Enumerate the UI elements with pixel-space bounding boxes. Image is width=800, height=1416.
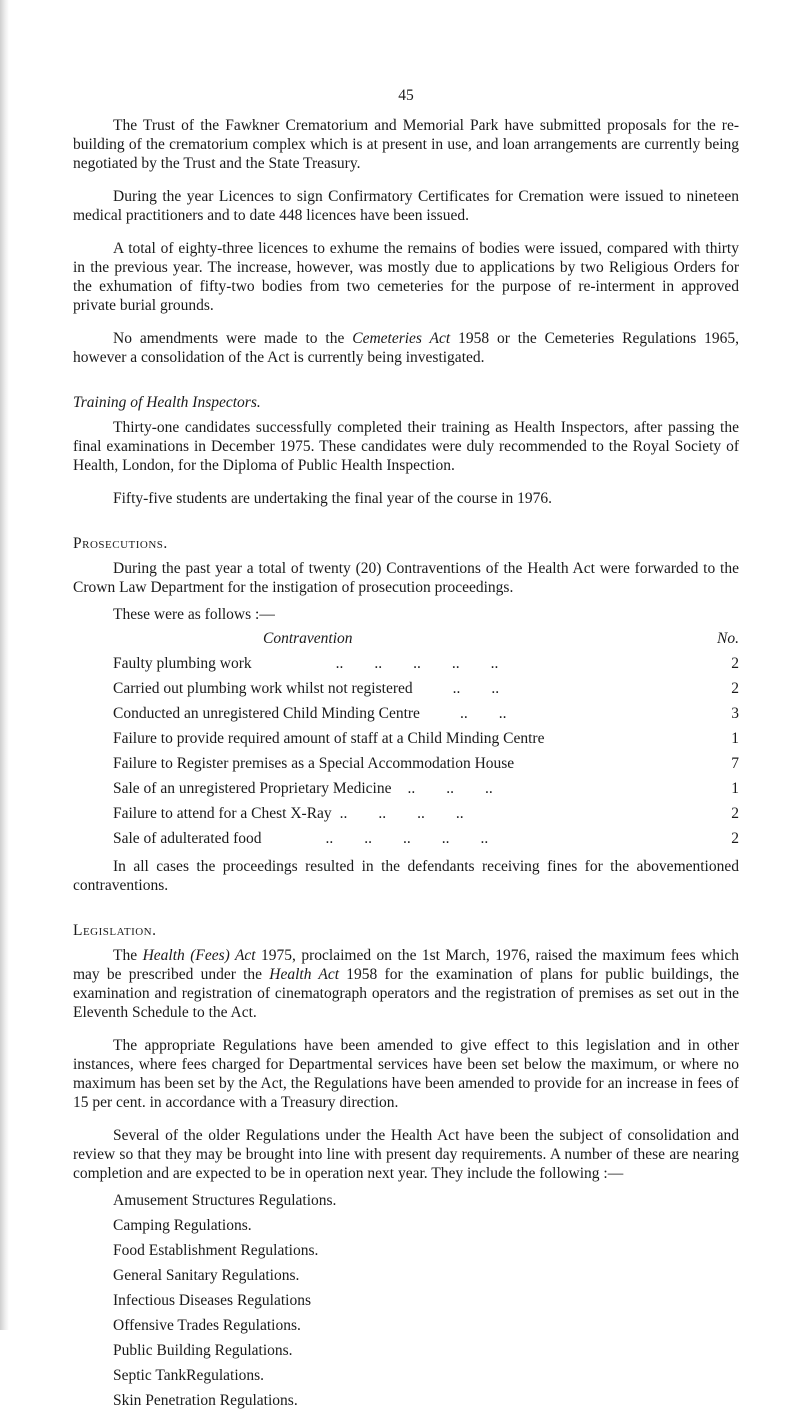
row-count: 3 — [731, 705, 739, 722]
scan-edge-shadow — [0, 0, 9, 1330]
table-header — [113, 629, 739, 654]
leader-dots: .. .. .. .. — [339, 805, 464, 822]
text-span: 1975, proclaimed on the 1st March, 1976, raised the maximum fees which may be prescribed under the — [73, 947, 739, 983]
leader-dots: .. .. — [459, 705, 507, 722]
row-count: 2 — [731, 680, 739, 697]
list-item: Skin Penetration Regulations. — [113, 1392, 298, 1409]
follows-line: These were as follows :— — [113, 606, 275, 623]
list-item: Amusement Structures Regulations. — [113, 1192, 337, 1209]
list-item: General Sanitary Regulations. — [113, 1267, 300, 1284]
row-label: Failure to Register premises as a Special Accommodation House — [113, 755, 515, 772]
list-item: Offensive Trades Regulations. — [113, 1317, 301, 1334]
table-row — [113, 829, 739, 854]
paragraph-cemeteries-act — [73, 329, 739, 367]
table-row — [113, 679, 739, 704]
heading-legislation: Legislation. — [73, 922, 157, 939]
text-span: No amendments were made to the — [113, 330, 353, 347]
paragraph-cremation-licences: During the year Licences to sign Confirmatory Certificates for Cremation were issued to nineteen medical practitioners and to date 448 licences have been issued. — [73, 188, 739, 224]
row-label: Faulty plumbing work — [113, 655, 252, 672]
row-count: 2 — [731, 655, 739, 672]
heading-training: Training of Health Inspectors. — [73, 394, 261, 411]
table-row — [113, 654, 739, 679]
act-title: Cemeteries Act — [352, 330, 451, 347]
list-item: Camping Regulations. — [113, 1217, 252, 1234]
row-label: Sale of adulterated food — [113, 830, 262, 847]
heading-prosecutions: Prosecutions. — [73, 535, 168, 552]
row-label: Failure to attend for a Chest X-Ray — [113, 805, 332, 822]
row-count: 1 — [731, 780, 739, 797]
leader-dots: .. .. — [452, 680, 500, 697]
table-row — [113, 704, 739, 729]
list-item: Septic TankRegulations. — [113, 1367, 265, 1384]
list-item: Infectious Diseases Regulations — [113, 1292, 312, 1309]
page-number: 45 — [398, 87, 414, 104]
table-row — [113, 779, 739, 804]
row-label: Carried out plumbing work whilst not registered — [113, 680, 413, 697]
table-row — [113, 729, 739, 754]
paragraph-health-fees-act — [73, 946, 739, 1022]
row-count: 2 — [731, 830, 739, 847]
contraventions-table — [113, 629, 739, 854]
text-span: 1958 or the Cemeteries Regulations 1965, however a consolidation of the Act is currently being investigated. — [73, 330, 739, 366]
leader-dots: .. .. .. — [407, 780, 493, 797]
text-span: 1958 for the examination of plans for public buildings, the examination and registration of cinematograph operators and the registration of premises as set out in the Eleventh Schedule to the Act. — [73, 966, 739, 1021]
paragraph-regulations-review: Several of the older Regulations under the Health Act have been the subject of consolidation and review so that they may be brought into line with present day requirements. A number of these are nearing completion and are expected to be in operation next year. They include the following :— — [73, 1127, 739, 1182]
row-label: Failure to provide required amount of staff at a Child Minding Centre — [113, 730, 545, 747]
row-label: Conducted an unregistered Child Minding Centre — [113, 705, 420, 722]
row-count: 7 — [731, 755, 739, 772]
leader-dots: .. .. .. .. .. — [325, 830, 489, 847]
text-span: The — [113, 947, 143, 964]
row-count: 1 — [731, 730, 739, 747]
row-count: 2 — [731, 805, 739, 822]
row-label: Sale of an unregistered Proprietary Medicine — [113, 780, 392, 797]
paragraph-training-1: Thirty-one candidates successfully completed their training as Health Inspectors, after passing the final examinations in December 1975. These candidates were duly recommended to the Royal Society of Health, London, for the Diploma of Public Health Inspection. — [73, 419, 739, 474]
paragraph-prosecutions-closing: In all cases the proceedings resulted in the defendants receiving fines for the abovementioned contraventions. — [73, 858, 739, 894]
paragraph-prosecutions-intro: During the past year a total of twenty (20) Contraventions of the Health Act were forwarded to the Crown Law Department for the instigation of prosecution proceedings. — [73, 560, 739, 596]
act-title: Health Act — [269, 966, 340, 983]
regulations-list — [113, 1191, 739, 1416]
paragraph-exhumation: A total of eighty-three licences to exhume the remains of bodies were issued, compared with thirty in the previous year. The increase, however, was mostly due to applications by two Religious Orders for the exhumation of fifty-two bodies from two cemeteries for the purpose of re-interment in approved private burial grounds. — [73, 240, 739, 314]
column-header-no: No. — [717, 630, 739, 647]
act-title: Health (Fees) Act — [142, 947, 256, 964]
table-row — [113, 804, 739, 829]
leader-dots: .. .. .. .. .. — [335, 655, 499, 672]
list-item: Food Establishment Regulations. — [113, 1242, 319, 1259]
list-item: Public Building Regulations. — [113, 1342, 293, 1359]
paragraph-crematorium: The Trust of the Fawkner Crematorium and Memorial Park have submitted proposals for the re-building of the crematorium complex which is at present in use, and loan arrangements are currently being negotiated by the Trust and the State Treasury. — [73, 117, 739, 172]
paragraph-training-2: Fifty-five students are undertaking the final year of the course in 1976. — [113, 490, 553, 507]
document-page — [73, 86, 739, 1416]
column-header-contravention: Contravention — [263, 630, 353, 647]
paragraph-regulations-amended: The appropriate Regulations have been amended to give effect to this legislation and in other instances, where fees charged for Departmental services have been set below the maximum, or where no maximum has been set by the Act, the Regulations have been amended to provide for an increase in fees of 15 per cent. in accordance with a Treasury direction. — [73, 1037, 739, 1111]
table-row — [113, 754, 739, 779]
